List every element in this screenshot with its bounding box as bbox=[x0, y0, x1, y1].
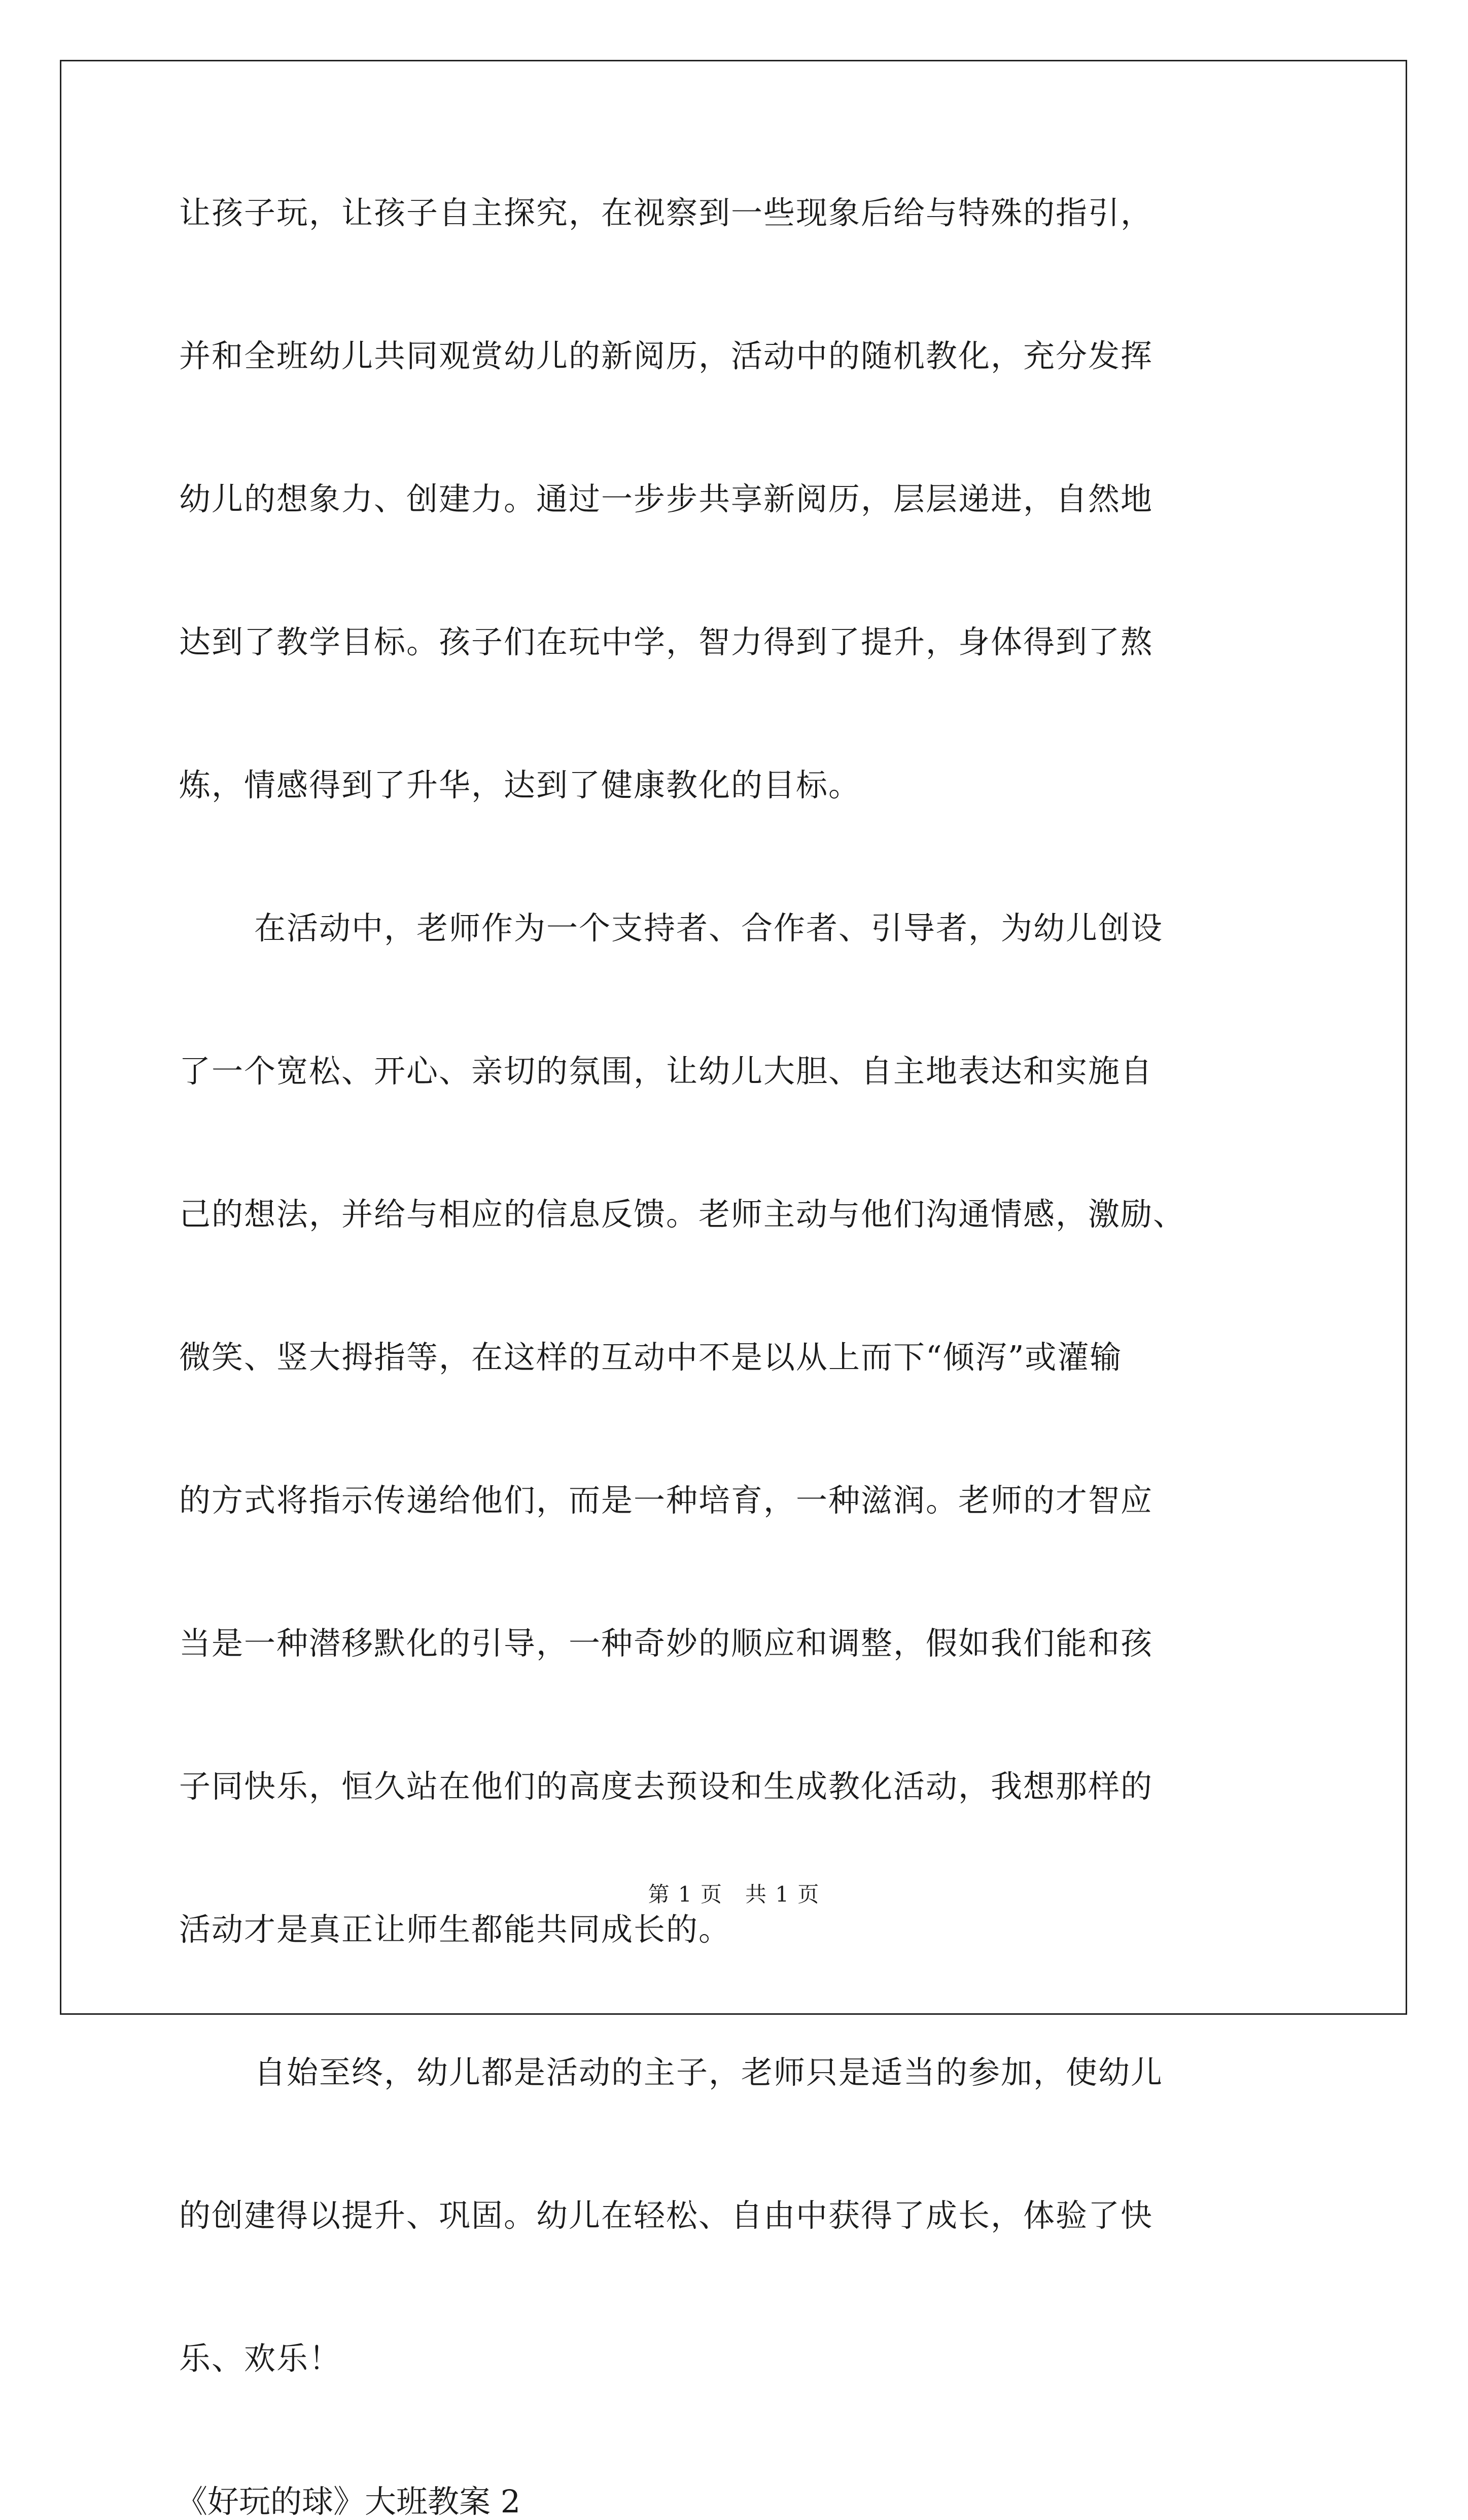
text-line: 当是一种潜移默化的引导，一种奇妙的顺应和调整，假如我们能和孩 bbox=[179, 1625, 1154, 1662]
paragraph-3 bbox=[179, 2055, 1290, 2376]
document-body bbox=[176, 194, 1290, 2520]
page-number-footer: 第 1 页 共 1 页 bbox=[648, 1882, 820, 1907]
text-line: 了一个宽松、开心、亲切的氛围，让幼儿大胆、自主地表达和实施自 bbox=[179, 1053, 1154, 1090]
text-line: 己的想法，并给与相应的信息反馈。老师主动与他们沟通情感，激励、 bbox=[179, 1196, 1186, 1233]
text-line: 微笑、竖大拇指等，在这样的互动中不是以从上而下“倾泻”或灌输 bbox=[179, 1339, 1123, 1376]
text-line: 自始至终，幼儿都是活动的主子，老师只是适当的参加，使幼儿 bbox=[254, 2054, 1164, 2091]
text-line: 活动才是真正让师生都能共同成长的。 bbox=[179, 1911, 731, 1948]
text-line: 子同快乐，恒久站在他们的高度去预设和生成教化活动，我想那样的 bbox=[179, 1768, 1154, 1805]
paragraph-1 bbox=[179, 195, 1290, 803]
text-line: 乐、欢乐！ bbox=[179, 2340, 342, 2377]
paragraph-2 bbox=[179, 911, 1290, 1947]
section-heading: 《好玩的球》大班教案 2 bbox=[176, 2483, 521, 2520]
text-line: 并和全班幼儿共同观赏幼儿的新阅历，活动中的随机教化，充分发挥 bbox=[179, 337, 1154, 374]
text-line: 的创建得以提升、巩固。幼儿在轻松、自由中获得了成长，体验了快 bbox=[179, 2197, 1154, 2234]
text-line: 的方式将指示传递给他们，而是一种培育，一种滋润。老师的才智应 bbox=[179, 1482, 1154, 1519]
text-line: 让孩子玩，让孩子自主探究，在视察到一些现象后给与特殊的指引， bbox=[179, 194, 1154, 231]
text-line: 幼儿的想象力、创建力。通过一步步共享新阅历，层层递进，自然地 bbox=[179, 480, 1154, 517]
text-line: 炼，情感得到了升华，达到了健康教化的目标。 bbox=[179, 766, 861, 803]
text-line: 达到了教学目标。孩子们在玩中学，智力得到了提升，身体得到了熬 bbox=[179, 623, 1154, 660]
text-line: 在活动中，老师作为一个支持者、合作者、引导者，为幼儿创设 bbox=[254, 909, 1164, 947]
